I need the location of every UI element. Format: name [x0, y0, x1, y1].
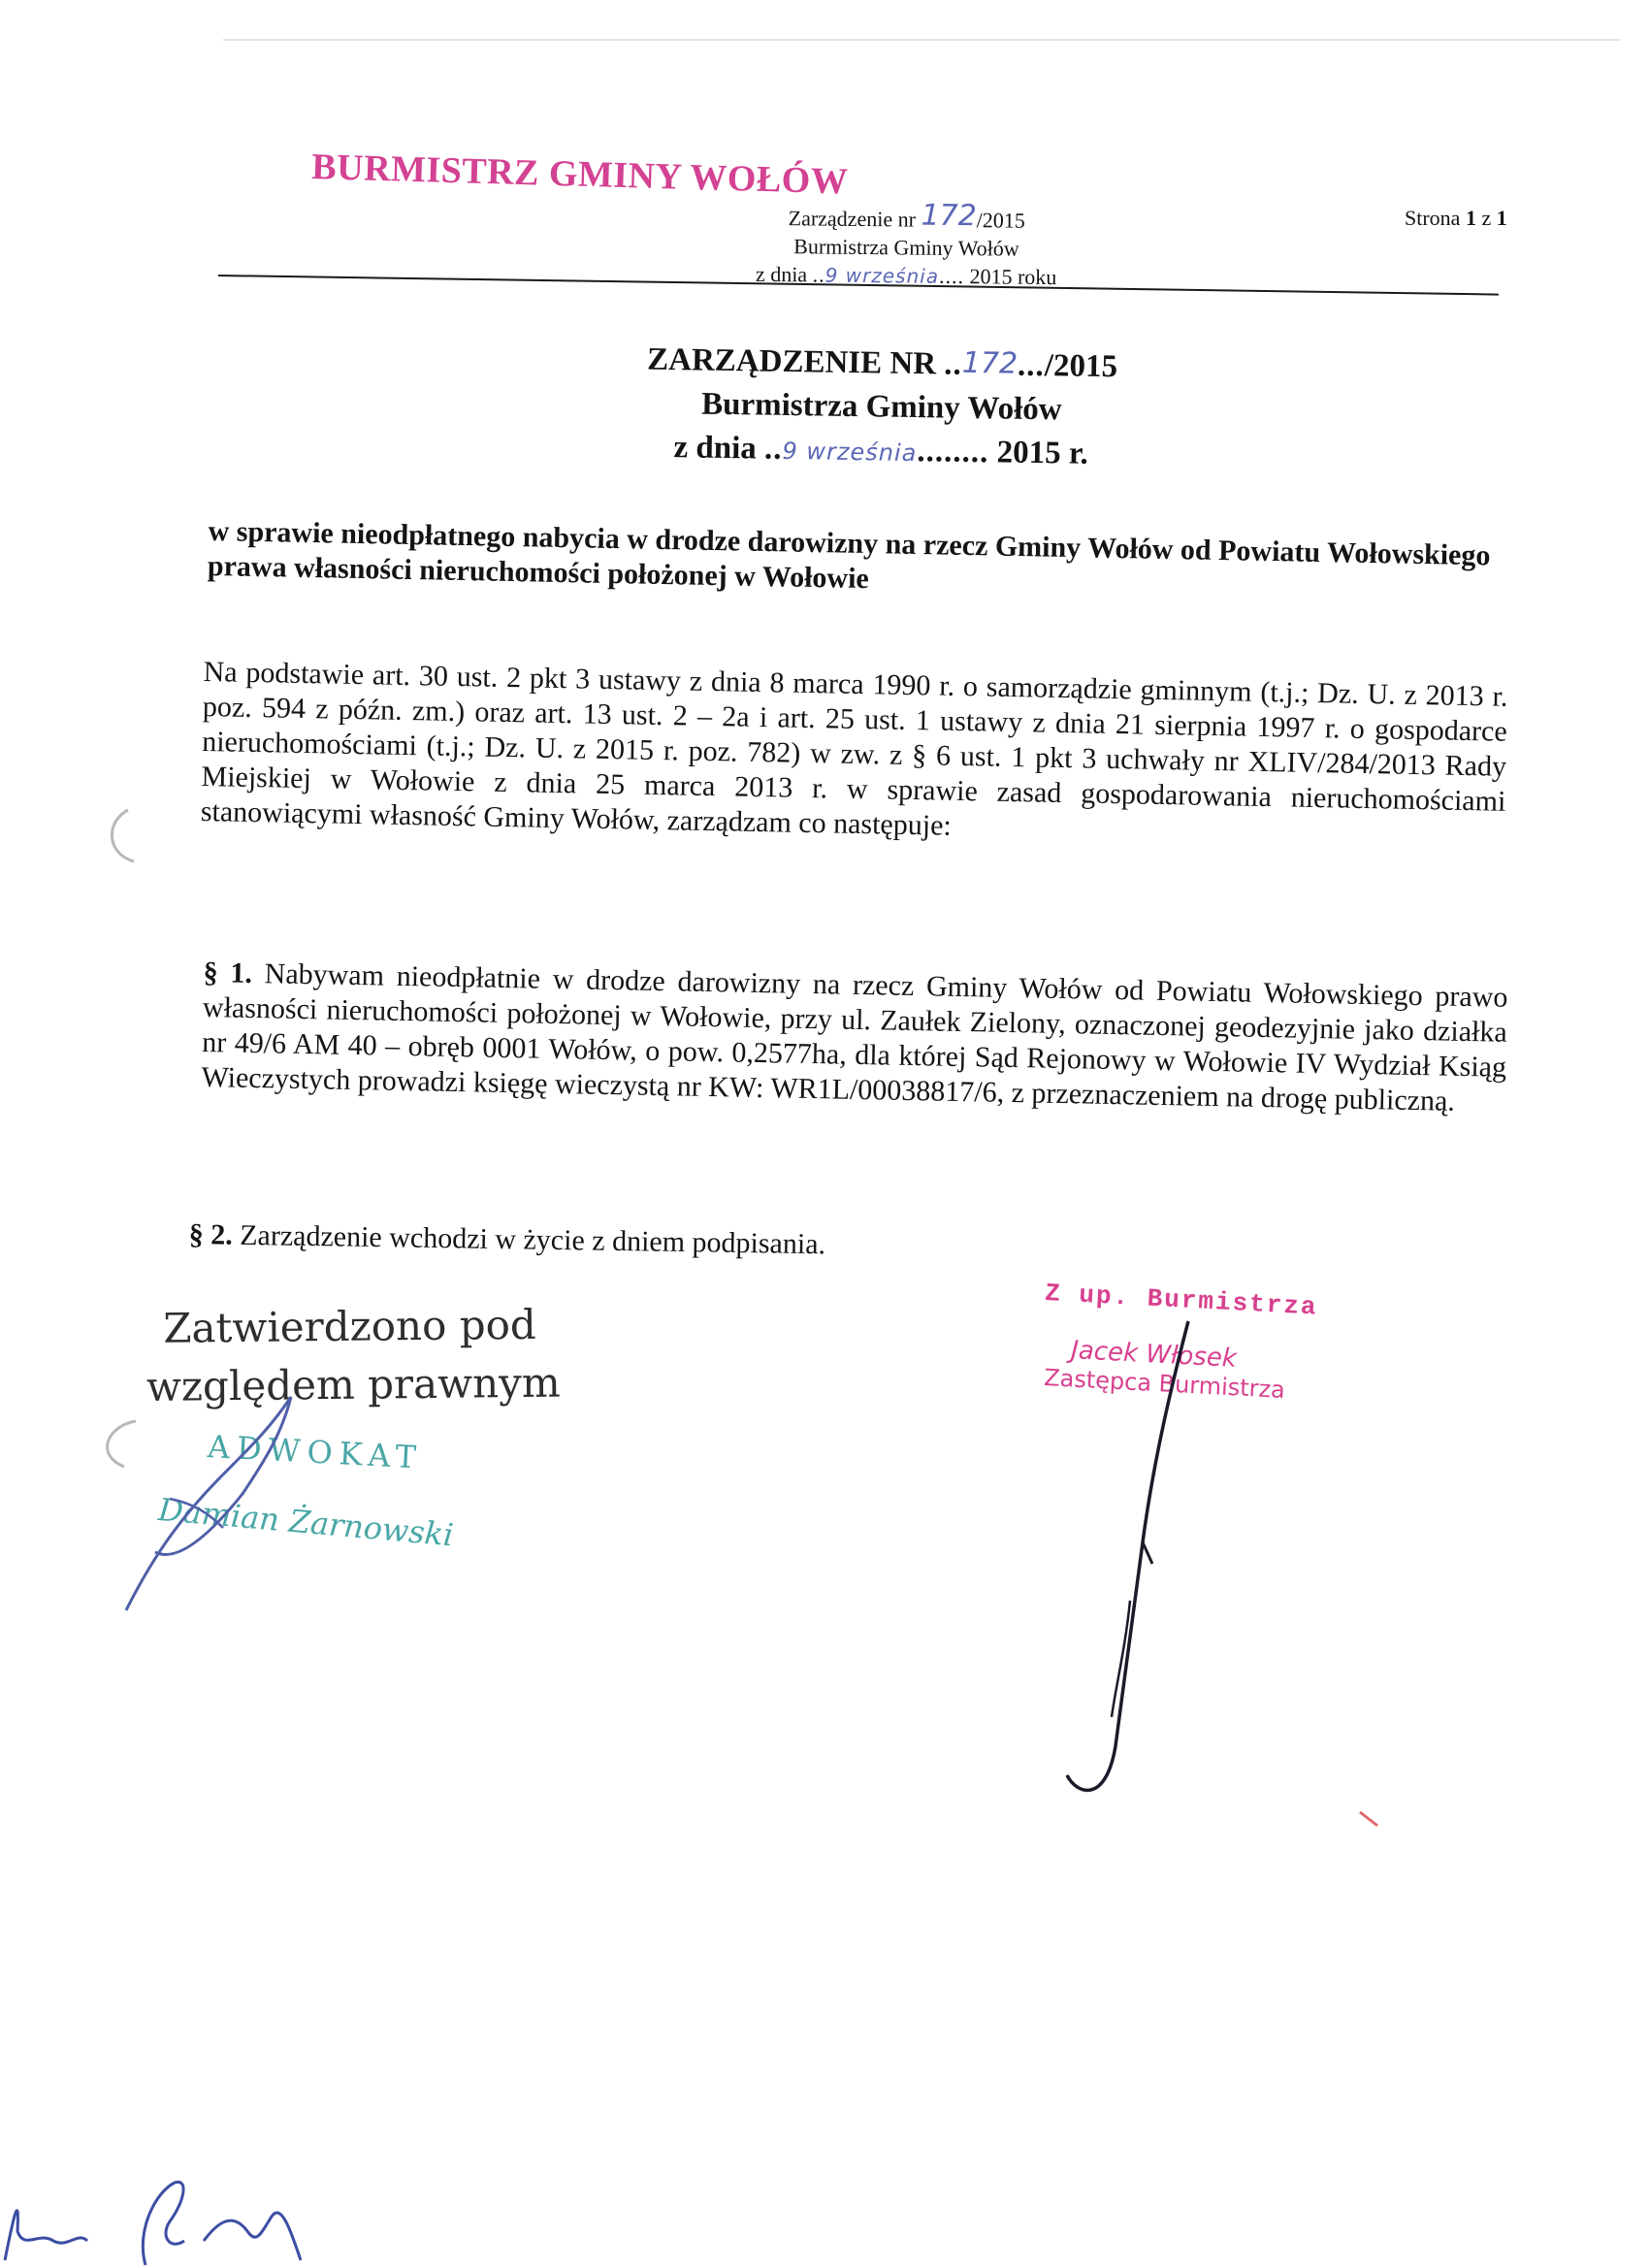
section-2-text: Zarządzenie wchodzi w życie z dniem podpisania.	[239, 1218, 826, 1261]
ref-prefix: Zarządzenie nr	[788, 206, 917, 232]
lawyer-stamp-title: ADWOKAT	[207, 1428, 424, 1476]
title-date-suffix: 2015 r.	[996, 435, 1089, 471]
document-subject: w sprawie nieodpłatnego nabycia w drodze darowizny na rzecz Gminy Wołów od Powiatu Wołowskiego prawa własności nieruchomości położonej w Wołowie	[207, 514, 1491, 596]
authorization-stamp-line-2: Jacek Włosek	[1070, 1336, 1238, 1374]
handwritten-number: 172	[921, 198, 977, 234]
page-sep: z	[1481, 206, 1492, 230]
ref-line-2: Burmistrza Gminy Wołów	[793, 234, 1019, 261]
deputy-mayor-signature	[1143, 1542, 1152, 1564]
ref-date-suffix: 2015 roku	[969, 264, 1057, 290]
handwritten-date: 9 września	[782, 437, 918, 468]
dotted-fill: ........	[917, 434, 989, 470]
ref-suffix: /2015	[976, 208, 1026, 233]
pink-tick-mark	[1360, 1812, 1377, 1826]
header-stamp: BURMISTRZ GMINY WOŁÓW	[310, 146, 849, 203]
lawyer-signature	[126, 1397, 291, 1610]
title-date-prefix: z dnia	[673, 430, 758, 467]
approval-line-1: Zatwierdzono pod	[163, 1300, 537, 1352]
handwritten-date: 9 września	[824, 263, 940, 288]
punch-hole-mark	[108, 1421, 136, 1467]
authorization-stamp-line-1: Z up. Burmistrza	[1044, 1279, 1319, 1322]
page-total: 1	[1496, 206, 1507, 230]
deputy-mayor-signature	[1067, 1321, 1188, 1790]
page-current: 1	[1465, 206, 1476, 230]
handwritten-number: 172	[961, 345, 1018, 381]
punch-hole-mark	[112, 810, 134, 861]
authorization-stamp-line-3: Zastępca Burmistrza	[1043, 1364, 1286, 1404]
initials-signature	[5, 2211, 87, 2260]
section-1-label: § 1.	[203, 956, 253, 989]
section-1-text: Nabywam nieodpłatnie w drodze darowizny na rzecz Gminy Wołów od Powiatu Wołowskiego prawo własności nieruchomości położonej w Wołowie, przy ul. Zaułek Zielony, oznaczonej geodezyjnie jako działka nr 49/6 AM 40 – obręb 0001 Wołów, o pow. 0,2577ha, dla której Sąd Rejonowy w Wołowie IV Wydział Ksiąg Wieczystych prowadzi księgę wieczystą nr KW: WR1L/00038817/6, z przeznaczeniem na drogę publiczną.	[201, 957, 1508, 1118]
title-prefix: ZARZĄDZENIE NR	[646, 341, 937, 382]
page-label: Strona	[1405, 206, 1461, 230]
section-2-label: § 2.	[188, 1217, 233, 1251]
dotted-fill: ..	[763, 431, 783, 467]
dotted-fill: ..	[944, 346, 963, 382]
initials-signature	[204, 2213, 301, 2260]
lawyer-stamp-name: Damian Żarnowski	[156, 1491, 455, 1554]
title-suffix: /2015	[1044, 348, 1118, 385]
ref-date-prefix: z dnia	[755, 261, 808, 287]
legal-basis-paragraph: Na podstawie art. 30 ust. 2 pkt 3 ustawy z dnia 8 marca 1990 r. o samorządzie gminnym (t.j.; Dz. U. z 2013 r. poz. 594 z późn. zm.) oraz art. 13 ust. 2 – 2a i art. 25 ust. 1 ustawy z dnia 21 sierpnia 1997 r. o gospodarce nieruchomościami (t.j.; Dz. U. z 2015 r. poz. 782) w zw. z § 6 ust. 1 pkt 3 uchwały nr XLIV/284/2013 Rady Miejskiej w Wołowie z dnia 25 marca 2013 r. w sprawie zasad gospodarowania nieruchomościami stanowiącymi własność Gminy Wołów, zarządzam co następuje:	[200, 655, 1508, 842]
dotted-fill: ..	[812, 262, 825, 287]
approval-line-2: względem prawnym	[146, 1358, 561, 1410]
dotted-fill: ....	[938, 263, 965, 289]
title-line-2: Burmistrza Gminy Wołów	[700, 386, 1062, 428]
dotted-fill: ...	[1017, 347, 1046, 384]
initials-signature	[143, 2182, 184, 2265]
